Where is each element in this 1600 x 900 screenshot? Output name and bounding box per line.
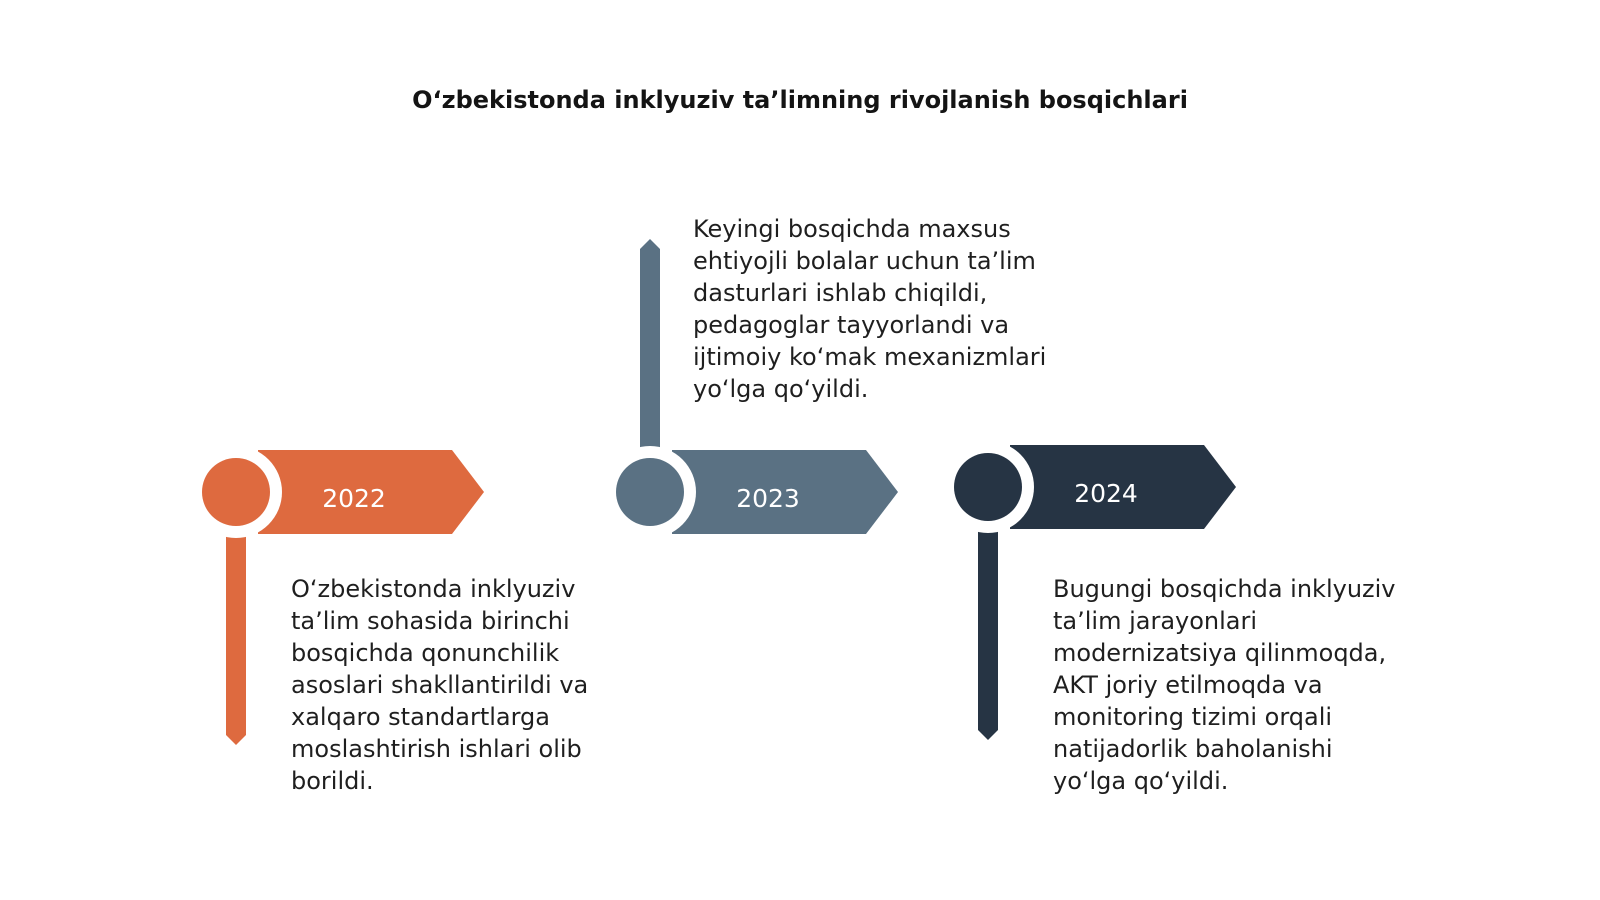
diagram-title: O‘zbekistonda inklyuziv ta’limning rivojlanish bosqichlari (412, 86, 1188, 114)
stage-2023-year: 2023 (736, 484, 800, 513)
stage-2024-year: 2024 (1074, 479, 1138, 508)
stage-2024-stem (978, 520, 998, 740)
stage-2022-circle (202, 458, 270, 526)
stage-2023-circle (616, 458, 684, 526)
stage-2023-stem (640, 239, 660, 460)
stage-2022-year: 2022 (322, 484, 386, 513)
stage-2022-stem (226, 525, 246, 745)
stage-2024-circle (954, 453, 1022, 521)
stage-2023-description: Keyingi bosqichda maxsus ehtiyojli bolalar uchun ta’lim dasturlari ishlab chiqildi, pedagoglar tayyorlandi va ijtimoiy ko‘mak mexanizmlari yo‘lga qo‘yildi. (693, 215, 1047, 403)
stage-2022-description: O‘zbekistonda inklyuziv ta’lim sohasida birinchi bosqichda qonunchilik asoslari shakllantirildi va xalqaro standartlarga moslashtirish ishlari olib borildi. (291, 575, 589, 795)
stage-2024-description: Bugungi bosqichda inklyuziv ta’lim jarayonlari modernizatsiya qilinmoqda, AKT joriy etilmoqda va monitoring tizimi orqali natijadorlik baholanishi yo‘lga qo‘yildi. (1053, 575, 1396, 795)
